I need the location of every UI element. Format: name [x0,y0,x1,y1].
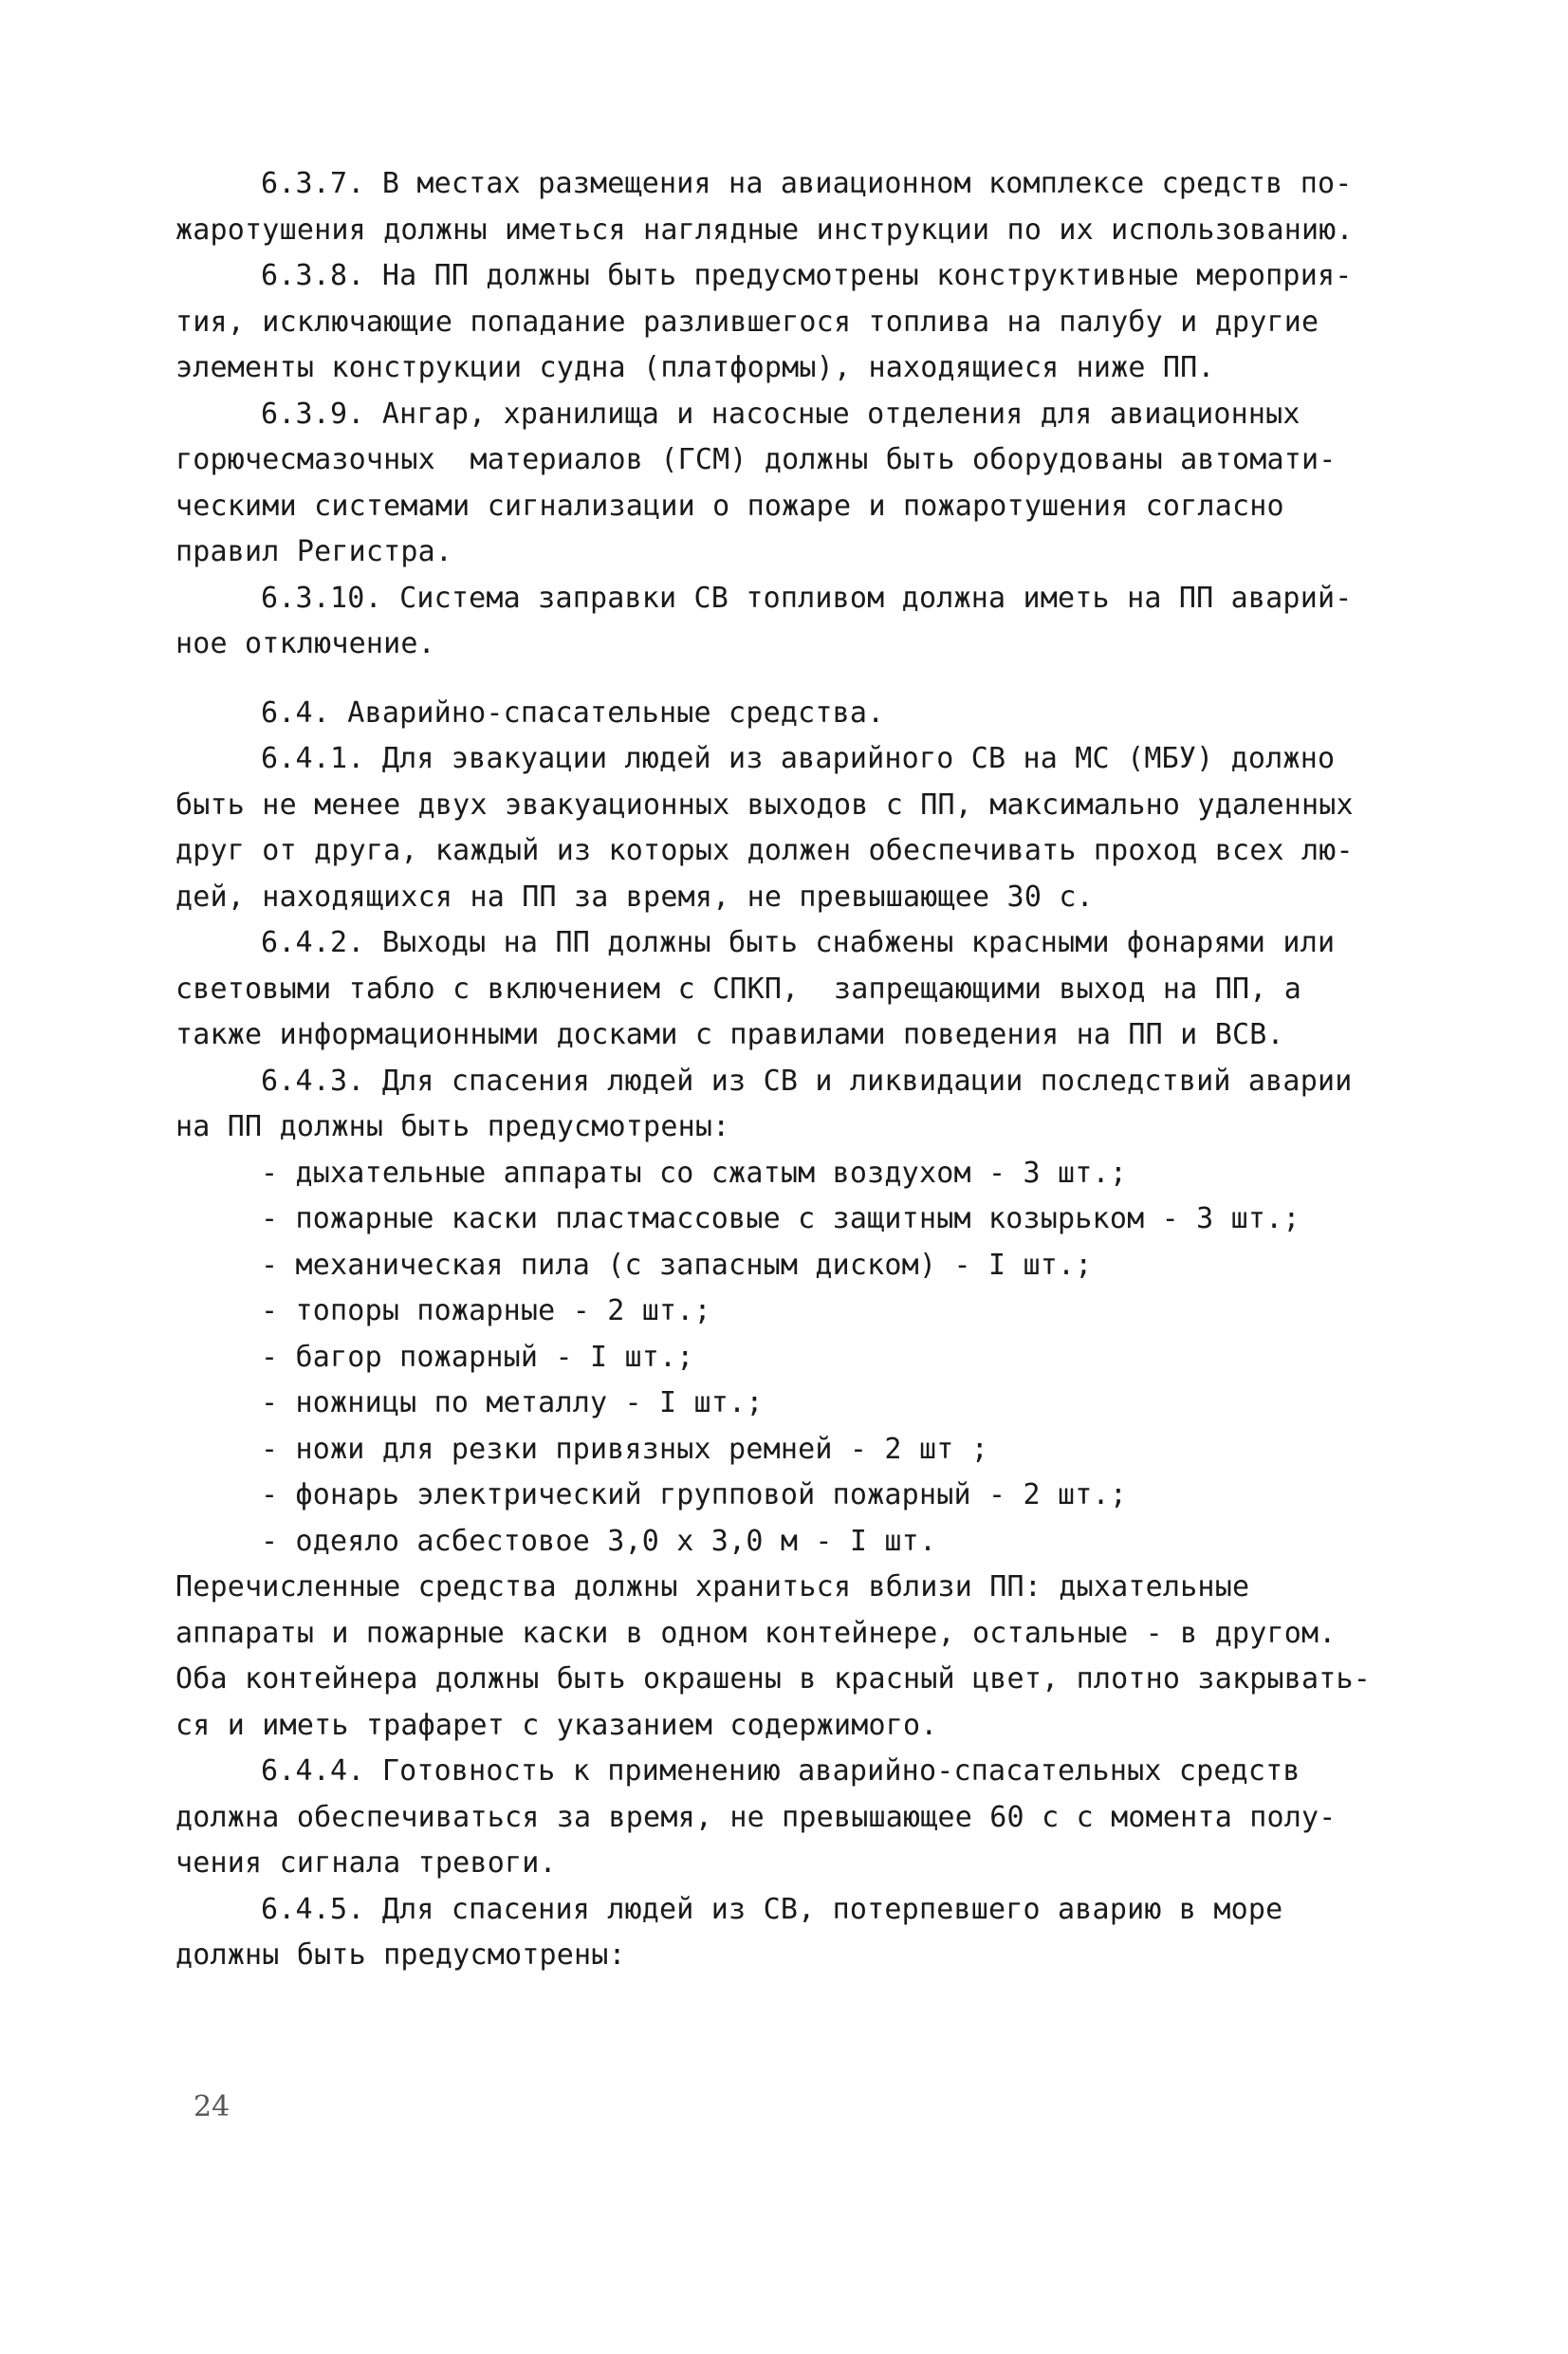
list-item: - одеяло асбестовое 3,0 х 3,0 м - I шт. [261,1524,937,1558]
text-line: 6.4.3. Для спасения людей из СВ и ликвидации последствий аварии [261,1064,1353,1098]
text-line: должны быть предусмотрены: [175,1938,626,1972]
text-line: 6.4.1. Для эвакуации людей из аварийного СВ на МС (МБУ) должно [261,742,1336,775]
text-line: элементы конструкции судна (платформы), находящиеся ниже ПП. [175,351,1215,384]
text-line: аппараты и пожарные каски в одном контейнере, остальные - в другом. [175,1616,1337,1650]
list-item: - топоры пожарные - 2 шт.; [261,1294,711,1327]
text-line: 6.3.8. На ПП должны быть предусмотрены конструктивные мероприя- [261,259,1353,292]
text-line: быть не менее двух эвакуационных выходов с ПП, максимально удаленных [175,788,1354,822]
text-line: горючесмазочных материалов (ГСМ) должны быть оборудованы автомати- [175,443,1337,476]
text-line: световыми табло с включением с СПКП, запрещающими выход на ПП, а [175,972,1301,1006]
paragraph-gap [175,668,1428,691]
list-item: - пожарные каски пластмассовые с защитным козырьком - 3 шт.; [261,1202,1301,1235]
text-line: дей, находящихся на ПП за время, не превышающее 30 с. [175,880,1094,914]
text-line: жаротушения должны иметься наглядные инструкции по их использованию. [175,213,1354,247]
text-line: 6.3.7. В местах размещения на авиационном комплексе средств по- [261,167,1353,200]
text-line: 6.3.9. Ангар, хранилища и насосные отделения для авиационных [261,397,1301,431]
list-item: - ножи для резки привязных ремней - 2 шт ; [261,1432,988,1466]
text-line: также информационными досками с правилами поведения на ПП и ВСВ. [175,1018,1284,1051]
text-line: Оба контейнера должны быть окрашены в красный цвет, плотно закрывать- [175,1662,1372,1696]
text-line: чения сигнала тревоги. [175,1846,557,1880]
page-number: 24 [194,2090,231,2123]
text-line: на ПП должны быть предусмотрены: [175,1110,730,1143]
text-line: 6.4.2. Выходы на ПП должны быть снабжены красными фонарями или [261,926,1336,959]
list-item: - ножницы по металлу - I шт.; [261,1386,764,1419]
text-line: друг от друга, каждый из которых должен обеспечивать проход всех лю- [175,834,1354,867]
text-line: правил Регистра. [175,535,453,568]
text-line: ся и иметь трафарет с указанием содержимого. [175,1708,938,1742]
body-text [175,161,1428,1979]
text-line: 6.3.10. Система заправки СВ топливом должна иметь на ПП аварий- [261,581,1353,615]
text-line: ческими системами сигнализации о пожаре и пожаротушения согласно [175,489,1284,523]
list-item: - механическая пила (с запасным диском) - I шт.; [261,1248,1093,1282]
text-line: ное отключение. [175,627,435,660]
text-line: 6.4.5. Для спасения людей из СВ, потерпевшего аварию в море [261,1892,1283,1926]
list-item: - багор пожарный - I шт.; [261,1340,694,1374]
text-line: тия, исключающие попадание разлившегося топлива на палубу и другие [175,305,1319,339]
text-line: должна обеспечиваться за время, не превышающее 60 с с момента полу- [175,1800,1337,1834]
text-line: 6.4.4. Готовность к применению аварийно-спасательных средств [261,1754,1301,1788]
list-item: - фонарь электрический групповой пожарный - 2 шт.; [261,1478,1128,1511]
list-item: - дыхательные аппараты со сжатым воздухом - 3 шт.; [261,1156,1128,1190]
text-line: Перечисленные средства должны храниться вблизи ПП: дыхательные [175,1570,1250,1603]
text-line: 6.4. Аварийно-спасательные средства. [261,695,885,730]
